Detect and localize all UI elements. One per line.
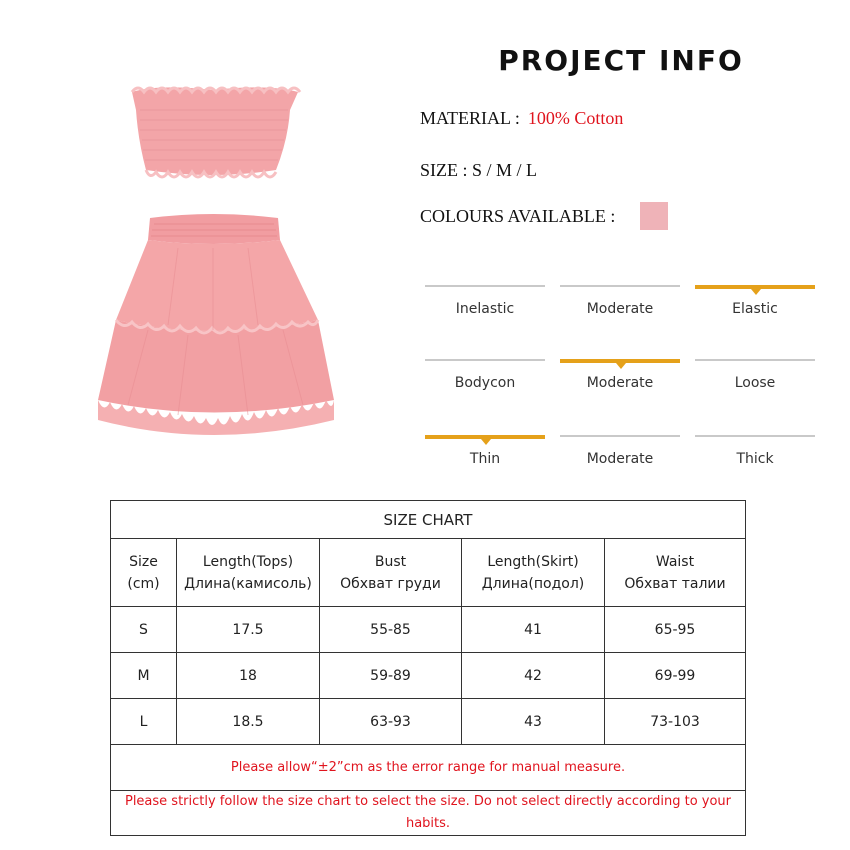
option-label: Bodycon xyxy=(454,375,516,391)
option-label: Inelastic xyxy=(455,301,515,317)
colours-row xyxy=(420,206,615,227)
option-label: Thin xyxy=(469,451,501,467)
option-bar xyxy=(560,285,680,287)
option-label: Moderate xyxy=(586,301,654,317)
skirt-length-cell: 42 xyxy=(462,653,605,698)
size-cell: M xyxy=(111,653,177,698)
waist-cell: 73-103 xyxy=(650,713,700,730)
follow-note-row xyxy=(111,791,745,835)
selected-marker-icon xyxy=(481,439,491,445)
fit-option xyxy=(695,435,815,465)
option-label: Elastic xyxy=(732,301,778,317)
header-cell xyxy=(462,539,605,606)
option-bar xyxy=(695,359,815,361)
colour-swatch-pink[interactable] xyxy=(640,202,668,230)
header-cell xyxy=(605,539,745,606)
fit-option xyxy=(695,359,815,389)
material-row xyxy=(420,108,623,129)
option-label: Moderate xyxy=(586,451,654,467)
header-line-2: Длина(подол) xyxy=(481,575,585,592)
table-row xyxy=(111,699,745,745)
table-row xyxy=(111,653,745,699)
colours-label: COLOURS AVAILABLE : xyxy=(420,206,616,226)
material-value: 100% Cotton xyxy=(527,108,624,128)
follow-chart-note: Please strictly follow the size chart to select the size. Do not select directly according to your habits. xyxy=(124,794,732,831)
page-title: PROJECT INFO xyxy=(498,44,744,77)
header-line-2: Обхват груди xyxy=(340,575,441,592)
size-label: SIZE : S / M / L xyxy=(420,160,538,180)
skirt-length-cell: 41 xyxy=(462,607,605,652)
tops-length-cell: 18 xyxy=(177,653,320,698)
waist-cell: 65-95 xyxy=(654,621,696,638)
ruffle-skirt xyxy=(98,214,334,435)
header-cell xyxy=(111,539,177,606)
size-chart-table xyxy=(110,500,746,836)
header-line-2: Длина(камисоль) xyxy=(184,575,312,592)
size-chart-title: SIZE CHART xyxy=(383,510,473,529)
error-range-note: Please allow“±2”cm as the error range for manual measure. xyxy=(230,759,626,775)
header-line-1: Length(Skirt) xyxy=(487,553,579,570)
waist-cell: 69-99 xyxy=(654,667,696,684)
bust-cell: 55-85 xyxy=(320,607,462,652)
header-line-2: (cm) xyxy=(127,575,160,592)
fit-option xyxy=(425,359,545,389)
option-bar xyxy=(425,359,545,361)
fit-option xyxy=(560,285,680,315)
fit-option xyxy=(695,285,815,315)
size-cell: L xyxy=(111,699,177,744)
option-bar xyxy=(560,435,680,437)
option-label: Loose xyxy=(734,375,776,391)
selected-marker-icon xyxy=(616,363,626,369)
fit-option xyxy=(425,435,545,465)
selected-marker-icon xyxy=(751,289,761,295)
header-cell xyxy=(320,539,462,606)
option-label: Moderate xyxy=(586,375,654,391)
header-line-1: Length(Tops) xyxy=(202,553,294,570)
bust-cell: 59-89 xyxy=(320,653,462,698)
material-label: MATERIAL : xyxy=(420,108,520,128)
fit-option xyxy=(560,435,680,465)
product-image xyxy=(88,80,338,460)
error-note-row xyxy=(111,745,745,791)
fit-option xyxy=(560,359,680,389)
header-line-1: Bust xyxy=(374,553,407,570)
table-row xyxy=(111,607,745,653)
header-line-1: Waist xyxy=(655,553,695,570)
size-chart-title-row xyxy=(111,501,745,539)
size-row xyxy=(420,160,537,181)
option-bar xyxy=(425,285,545,287)
bandeau-top xyxy=(132,87,300,177)
bust-cell: 63-93 xyxy=(320,699,462,744)
option-bar xyxy=(695,435,815,437)
size-chart-header-row xyxy=(111,539,745,607)
header-line-1: Size xyxy=(129,553,158,570)
option-label: Thick xyxy=(736,451,774,467)
skirt-length-cell: 43 xyxy=(462,699,605,744)
tops-length-cell: 17.5 xyxy=(177,607,320,652)
tops-length-cell: 18.5 xyxy=(177,699,320,744)
fit-option xyxy=(425,285,545,315)
header-line-2: Обхват талии xyxy=(624,575,726,592)
header-cell xyxy=(177,539,320,606)
size-cell: S xyxy=(111,607,177,652)
